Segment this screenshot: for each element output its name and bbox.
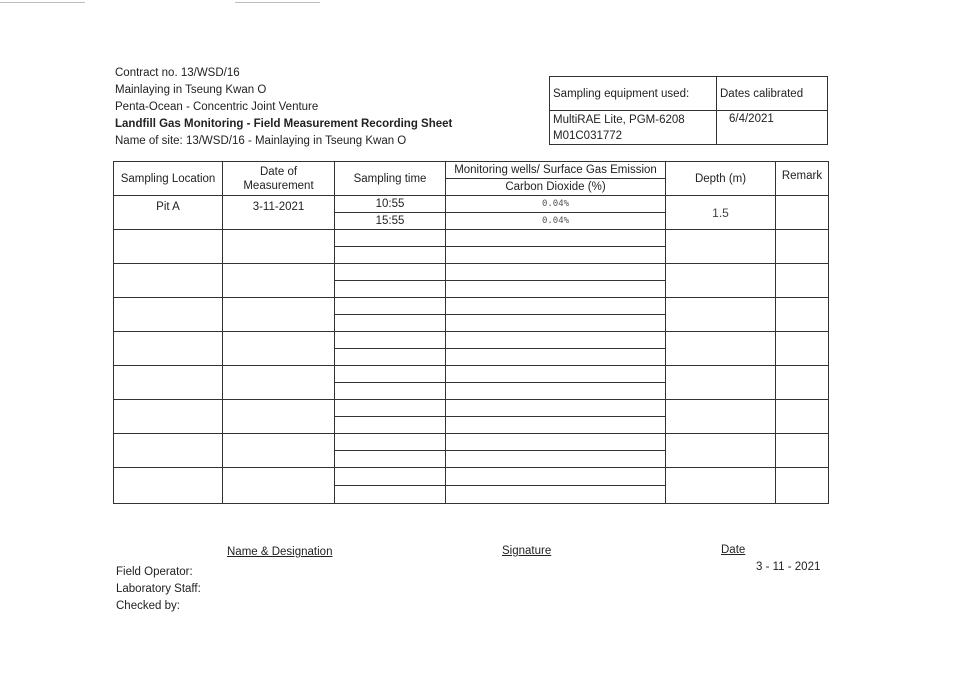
sign-off-labels (116, 564, 201, 615)
table-row (114, 298, 829, 332)
equipment-cell (550, 111, 717, 145)
cell-co2 (446, 230, 666, 264)
cell-date (223, 400, 335, 434)
cell-co2 (446, 434, 666, 468)
header-monitoring-text: Monitoring wells/ Surface Gas Emission (454, 164, 657, 176)
cell-depth (666, 434, 776, 468)
cell-time (335, 298, 446, 332)
cell-date (223, 264, 335, 298)
cell-remark (776, 434, 829, 468)
table-row (114, 434, 829, 468)
cell-date (223, 434, 335, 468)
contract-number: Contract no. 13/WSD/16 (115, 67, 240, 79)
cell-remark (776, 468, 829, 504)
cell-time (335, 366, 446, 400)
cell-remark (776, 298, 829, 332)
header-co2: Carbon Dioxide (%) (446, 178, 665, 195)
cell-time (335, 264, 446, 298)
cell-remark (776, 196, 829, 230)
name-designation-heading: Name & Designation (227, 546, 333, 558)
cell-remark (776, 264, 829, 298)
sheet-title: Landfill Gas Monitoring - Field Measurement Recording Sheet (115, 118, 453, 130)
cell-location (114, 434, 223, 468)
cell-date: 3-11-2021 (223, 196, 335, 230)
cell-location (114, 332, 223, 366)
cell-co2 (446, 264, 666, 298)
cell-remark (776, 366, 829, 400)
cell-co2-1: 0.04% (541, 199, 570, 209)
header-remark: Remark (776, 162, 829, 196)
cell-depth (666, 468, 776, 504)
lab-staff-label: Laboratory Staff: (116, 583, 201, 595)
field-operator-label: Field Operator: (116, 566, 193, 578)
cell-date (223, 230, 335, 264)
cell-depth (666, 332, 776, 366)
cell-time (335, 230, 446, 264)
cell-time (335, 468, 446, 504)
cell-location (114, 298, 223, 332)
equipment-model: MultiRAE Lite, PGM-6208 (553, 113, 685, 126)
cell-depth (666, 298, 776, 332)
cell-date (223, 366, 335, 400)
table-row (114, 366, 829, 400)
header-date (223, 162, 335, 196)
cell-co2 (446, 196, 666, 230)
scan-artifact (0, 2, 85, 3)
header-time: Sampling time (335, 162, 446, 196)
cell-time (335, 332, 446, 366)
cell-date (223, 332, 335, 366)
cell-location (114, 366, 223, 400)
cell-location (114, 264, 223, 298)
cell-co2-2: 0.04% (446, 212, 665, 229)
cell-time (335, 434, 446, 468)
cell-location (114, 400, 223, 434)
cell-remark (776, 332, 829, 366)
cell-co2 (446, 400, 666, 434)
header-location: Sampling Location (114, 162, 223, 196)
header-block (115, 65, 452, 150)
cell-depth (666, 264, 776, 298)
header-depth: Depth (m) (666, 162, 776, 196)
equipment-header: Sampling equipment used: (550, 77, 717, 111)
measurement-table (113, 161, 829, 504)
footer-date-value: 3 - 11 - 2021 (756, 561, 821, 573)
site-name: Name of site: 13/WSD/16 - Mainlaying in Tseung Kwan O (115, 135, 407, 147)
cell-location (114, 468, 223, 504)
cell-time (335, 400, 446, 434)
cell-date (223, 298, 335, 332)
table-row (114, 332, 829, 366)
contractor-name: Penta-Ocean - Concentric Joint Venture (115, 101, 319, 113)
calibration-header: Dates calibrated (717, 77, 828, 111)
date-heading: Date (721, 544, 746, 556)
cell-location: Pit A (114, 196, 223, 230)
cell-time (335, 196, 446, 230)
cell-co2 (446, 468, 666, 504)
cell-time-1: 10:55 (375, 198, 405, 210)
equipment-table (549, 76, 828, 145)
table-row (114, 196, 829, 230)
table-row (114, 230, 829, 264)
cell-co2 (446, 366, 666, 400)
table-row (114, 400, 829, 434)
header-monitoring (446, 162, 666, 196)
cell-date (223, 468, 335, 504)
header-date-text: Date of Measurement (243, 165, 314, 192)
project-name: Mainlaying in Tseung Kwan O (115, 84, 267, 96)
cell-depth: 1.5 (666, 196, 776, 230)
cell-depth (666, 400, 776, 434)
cell-time-2: 15:55 (335, 212, 445, 229)
cell-location (114, 230, 223, 264)
cell-remark (776, 400, 829, 434)
cell-co2 (446, 298, 666, 332)
table-row (114, 468, 829, 504)
cell-depth (666, 230, 776, 264)
equipment-serial: M01C031772 (553, 129, 623, 142)
signature-heading: Signature (502, 545, 552, 557)
scan-artifact (235, 2, 320, 3)
checked-by-label: Checked by: (116, 600, 180, 612)
cell-remark (776, 230, 829, 264)
calibration-date: 6/4/2021 (717, 111, 828, 145)
cell-co2 (446, 332, 666, 366)
table-row (114, 264, 829, 298)
cell-depth (666, 366, 776, 400)
